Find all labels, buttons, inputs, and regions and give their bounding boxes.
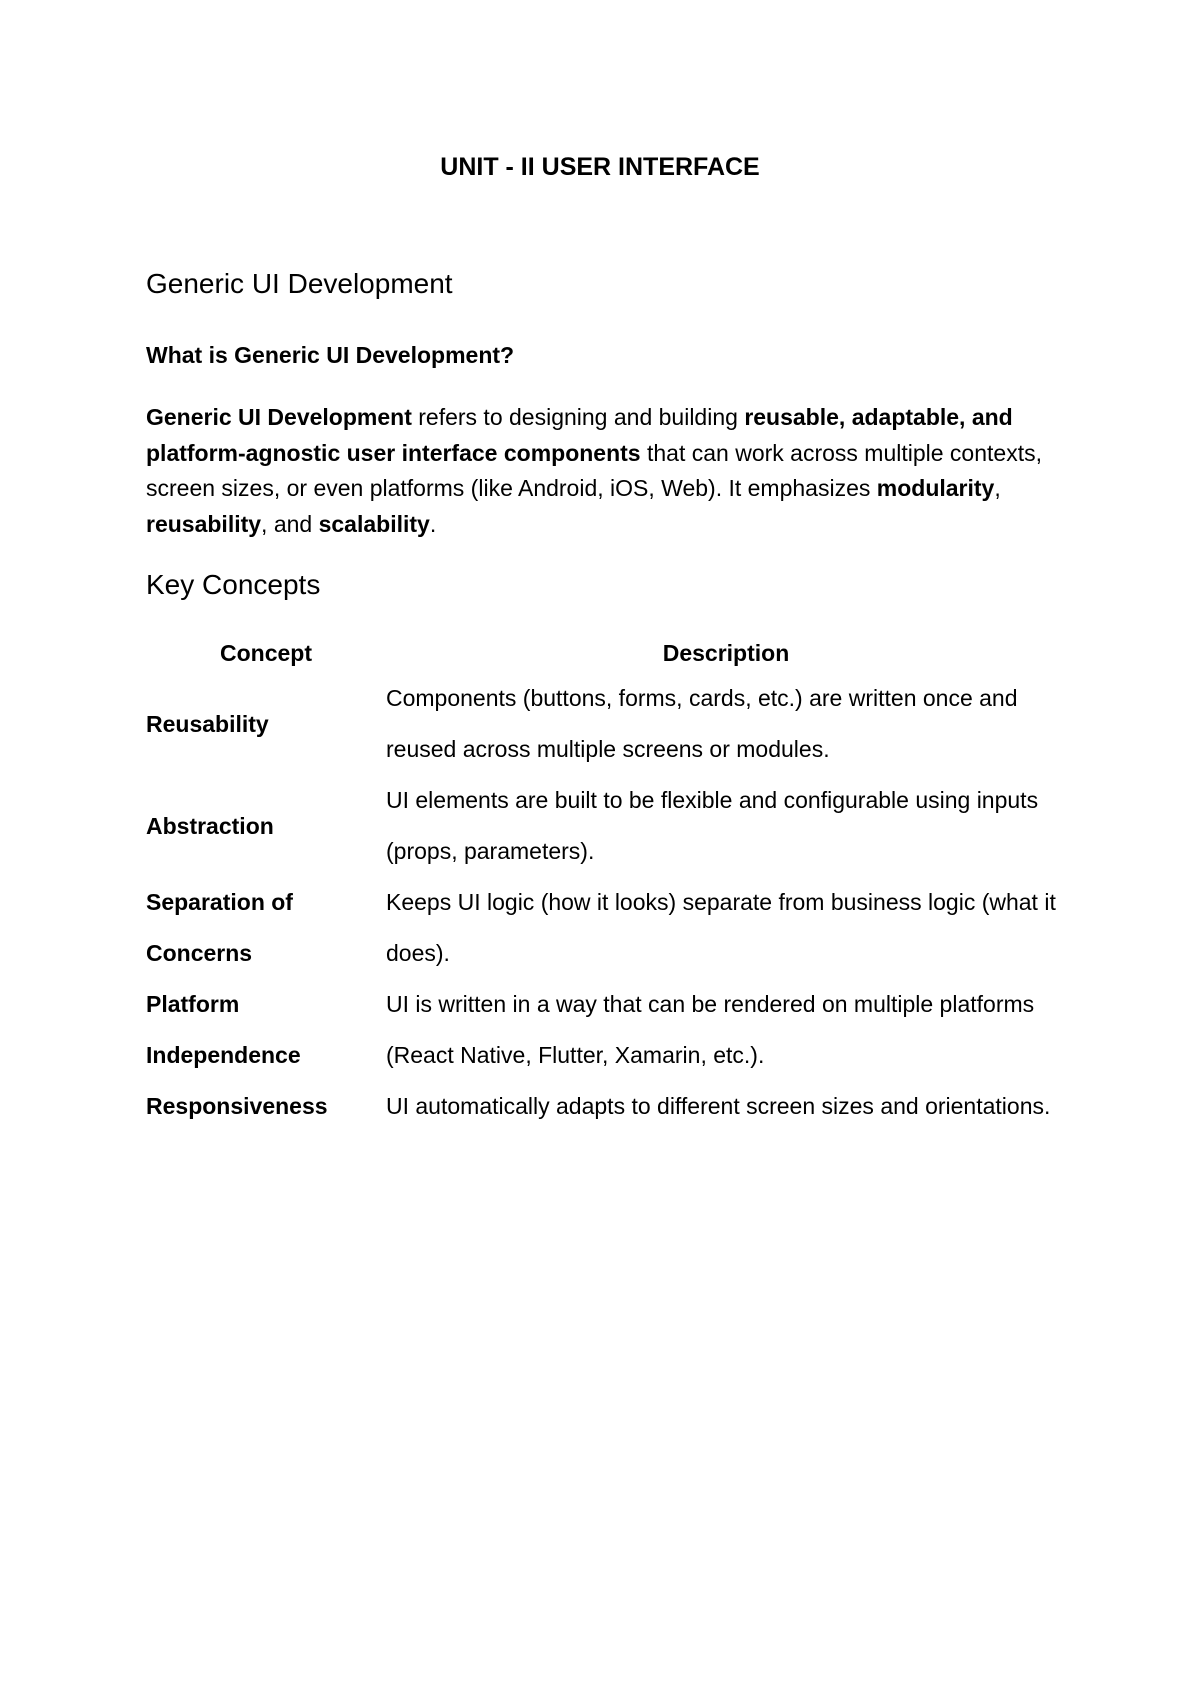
paragraph-span: modularity	[876, 475, 995, 501]
paragraph-span: scalability	[318, 510, 430, 537]
concept-cell: Separation of Concerns	[146, 889, 293, 966]
column-header-concept: Concept	[220, 639, 312, 666]
table-row	[146, 1081, 1066, 1132]
table-row	[146, 877, 1066, 979]
section-heading-generic-ui: Generic UI Development	[146, 268, 453, 299]
table-row	[146, 673, 1066, 775]
key-concepts-table	[146, 633, 1066, 1132]
intro-paragraph	[146, 400, 1066, 542]
description-cell: Keeps UI logic (how it looks) separate from business logic (what it does).	[386, 889, 1056, 966]
paragraph-span: .	[429, 510, 437, 537]
paragraph-span: , and	[261, 510, 319, 537]
description-cell: UI automatically adapts to different screen sizes and orientations.	[386, 1093, 1051, 1119]
concept-cell: Platform Independence	[146, 991, 301, 1068]
question-heading: What is Generic UI Development?	[146, 342, 515, 368]
description-cell: Components (buttons, forms, cards, etc.) are written once and reused across multiple screens or modules.	[386, 685, 1018, 762]
column-header-description: Description	[662, 639, 790, 666]
description-cell: UI is written in a way that can be rendered on multiple platforms (React Native, Flutter, Xamarin, etc.).	[386, 991, 1035, 1068]
paragraph-span: that can work across multiple contexts, screen sizes, or even platforms (like Android, iOS, Web). It emphasizes	[146, 439, 1042, 501]
section-heading-key-concepts: Key Concepts	[146, 569, 321, 600]
paragraph-span: reusable, adaptable, and platform-agnostic user interface components	[146, 404, 1013, 466]
paragraph-span: Generic UI Development	[146, 404, 412, 430]
concept-cell: Reusability	[146, 710, 269, 737]
concept-cell: Responsiveness	[146, 1093, 328, 1119]
paragraph-span: reusability	[146, 510, 262, 537]
document-title: UNIT - II USER INTERFACE	[440, 153, 760, 181]
concept-cell: Abstraction	[146, 812, 274, 839]
table-header-row	[146, 633, 1066, 673]
table-row	[146, 775, 1066, 877]
description-cell: UI elements are built to be flexible and configurable using inputs (props, parameters).	[386, 787, 1039, 864]
paragraph-span: ,	[994, 475, 1001, 501]
table-row	[146, 979, 1066, 1081]
paragraph-span: refers to designing and building	[411, 404, 745, 430]
